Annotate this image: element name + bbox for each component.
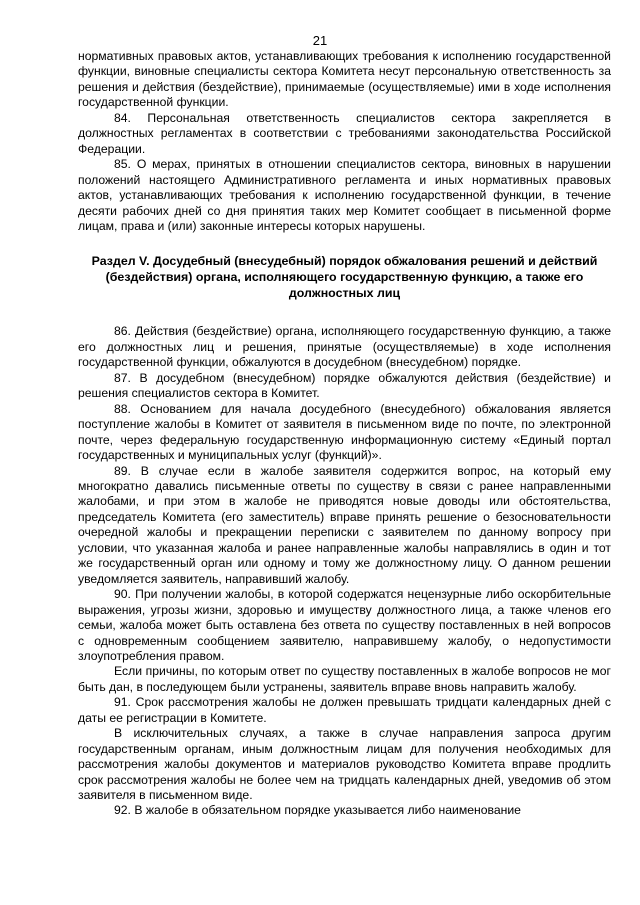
paragraph-87: 87. В досудебном (внесудебном) порядке обжалуются действия (бездействие) и решения специалистов сектора в Комитет. [78, 370, 611, 401]
paragraph-90: 90. При получении жалобы, в которой содержатся нецензурные либо оскорбительные выражения, угрозы жизни, здоровью и имуществу должностного лица, а также членов его семьи, жалоба может быть оставлена без ответа по существу поставленных в ней вопросов с одновременным сообщением заявителю, направившему жалобу, о недопустимости злоупотребления правом. [78, 587, 611, 663]
paragraph-84: 84. Персональная ответственность специалистов сектора закрепляется в должностных регламентах в соответствии с требованиями законодательства Российской Федерации. [78, 110, 611, 156]
document-body [78, 49, 611, 819]
page-number: 21 [312, 33, 328, 48]
paragraph-89: 89. В случае если в жалобе заявителя содержится вопрос, на который ему многократно давались письменные ответы по существу в связи с ранее направленными жалобами, и при этом в жалобе не приводятся новые доводы или обстоятельства, председатель Комитета (его заместитель) вправе принять решение о безосновательности очередной жалобы и прекращении переписки с заявителем по данному вопросу при условии, что указанная жалоба и ранее направленные жалобы направлялись в один и тот же государственный орган или одному и тому же должностному лицу. О данном решении уведомляется заявитель, направивший жалобу. [78, 463, 611, 586]
paragraph-91: 91. Срок рассмотрения жалобы не должен превышать тридцати календарных дней с даты ее регистрации в Комитете. [78, 695, 611, 725]
paragraph-90-addendum: Если причины, по которым ответ по существу поставленных в жалобе вопросов не мог быть дан, в последующем были устранены, заявитель вправе вновь направить жалобу. [78, 664, 611, 694]
paragraph-91-addendum: В исключительных случаях, а также в случае направления запроса другим государственным органам, иным должностным лицам для получения необходимых для рассмотрения жалобы документов и материалов руководство Комитета вправе продлить срок рассмотрения жалобы не более чем на тридцать календарных дней, уведомив об этом заявителя в письменном виде. [78, 726, 611, 803]
paragraph-85: 85. О мерах, принятых в отношении специалистов сектора, виновных в нарушении положений настоящего Административного регламента и иных нормативных правовых актов, устанавливающих требования к исполнению государственной функции, в течение десяти рабочих дней со дня принятия таких мер Комитет сообщает в письменной форме лицам, права и (или) законные интересы которых нарушены. [78, 157, 611, 233]
paragraph-92: 92. В жалобе в обязательном порядке указывается либо наименование [114, 803, 521, 818]
paragraph-86: 86. Действия (бездействие) органа, исполняющего государственную функцию, а также его должностных лиц и решения, принятые (осуществляемые) в ходе исполнения государственной функции, обжалуются в досудебном (внесудебном) порядке. [78, 324, 611, 370]
section-heading: Раздел V. Досудебный (внесудебный) порядок обжалования решений и действий (бездействия) органа, исполняющего государственную функцию, а также его должностных лиц [91, 254, 598, 301]
paragraph-continuation: нормативных правовых актов, устанавливающих требования к исполнению государственной функции, виновные специалисты сектора Комитета несут персональную ответственность за решения и действия (бездействие), принимаемые (осуществляемые) ими в ходе исполнения государственной функции. [78, 49, 611, 110]
paragraph-88: 88. Основанием для начала досудебного (внесудебного) обжалования является поступление жалобы в Комитет от заявителя в письменном виде по почте, по электронной почте, через федеральную государственную информационную систему «Единый портал государственных и муниципальных услуг (функций)». [78, 401, 611, 463]
